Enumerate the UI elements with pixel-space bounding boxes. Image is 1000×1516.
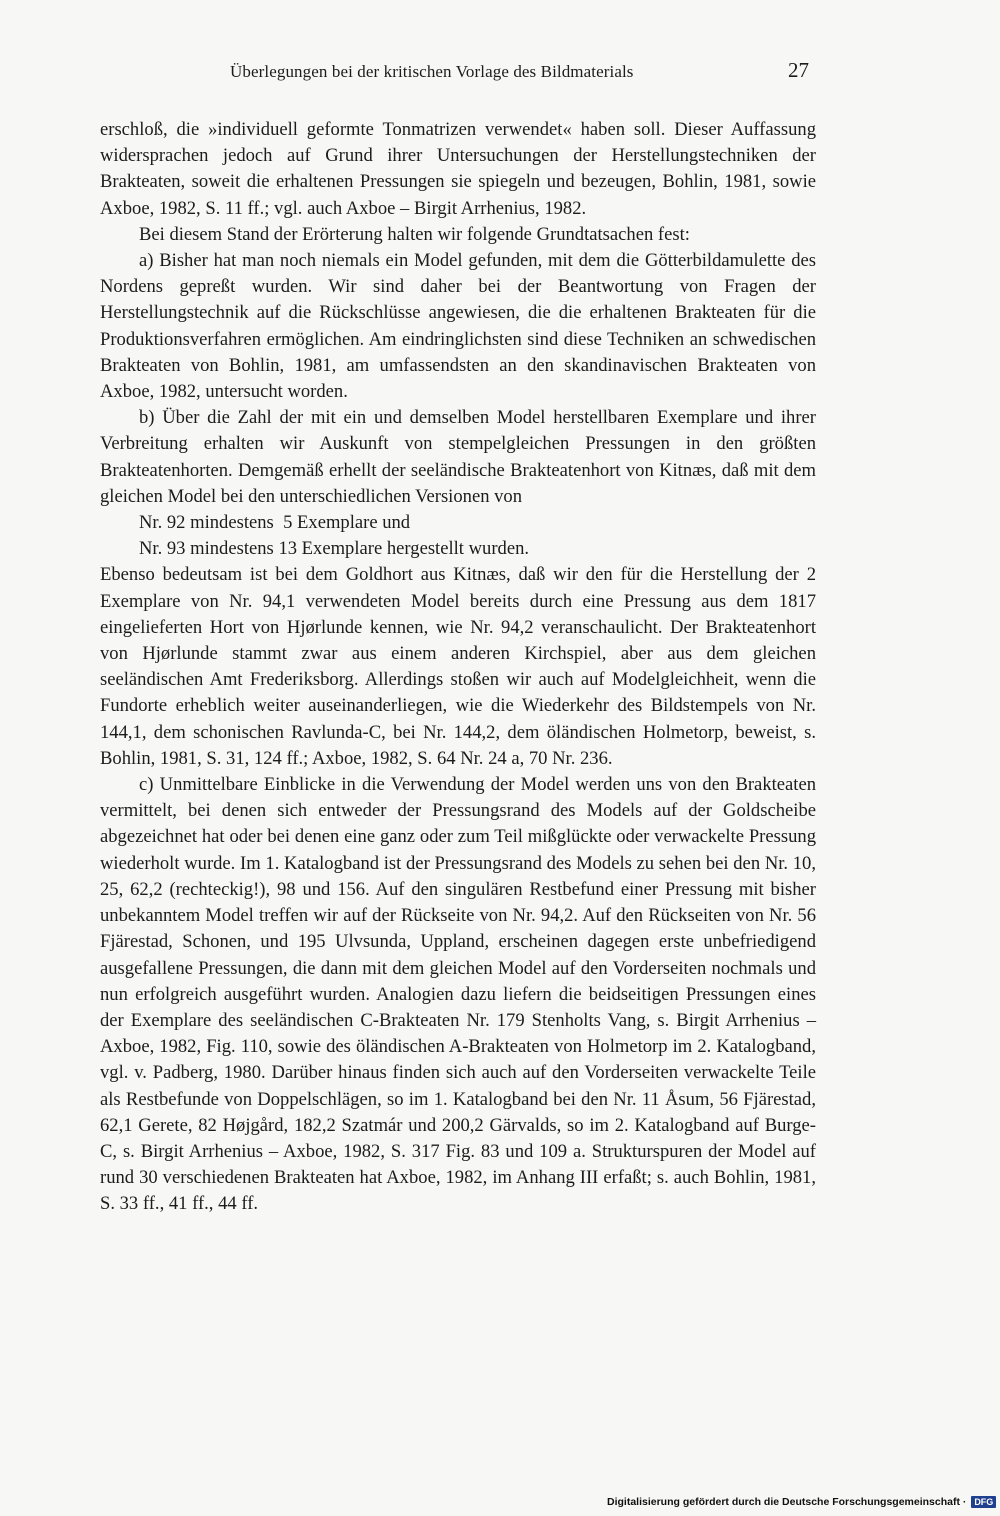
paragraph-b: b) Über die Zahl der mit ein und demselben Model herstellbaren Exemplare und ihrer Verbreitung erhalten wir Auskunft von stempelgleichen Pressungen in den größten Brakteatenhorten. Demgemäß erhellt der seeländische Brakteatenhort von Kitnæs, daß mit dem gleichen Model bei den unterschiedlichen Versionen von (100, 407, 816, 507)
paragraph-c: c) Unmittelbare Einblicke in die Verwendung der Model werden uns von den Brakteaten vermittelt, bei denen sich entweder der Pressungsrand des Models auf der Goldscheibe abgezeichnet hat oder bei denen eine ganz oder zum Teil mißglückte oder verwackelte Pressung wiederholt wurde. Im 1. Katalogband ist der Pressungsrand des Models zu sehen bei den Nr. 10, 25, 62,2 (rechteckig!), 98 und 156. Auf den singulären Restbefund einer Pressung mit bisher unbekanntem Model treffen wir auf der Rückseite von Nr. 94,2. Auf den Rückseiten von Nr. 56 Fjärestad, Schonen, und 195 Ulvsunda, Uppland, erscheinen dagegen erste unbefriedigend ausgefallene Pressungen, die dann mit dem gleichen Model auf den Vorderseiten nochmals und nun erfolgreich ausgeführt wurden. Analogien dazu liefern die beidseitigen Pressungen eines der Exemplare des seeländischen C-Brakteaten Nr. 179 Stenholts Vang, s. Birgit Arrhenius – Axboe, 1982, Fig. 110, sowie des öländischen A-Brakteaten von Holmetorp im 2. Katalogband, vgl. v. Padberg, 1980. Darüber hinaus finden sich auch auf den Vorderseiten verwackelte Teile als Restbefunde von Doppelschlägen, so im 1. Katalogband bei den Nr. 11 Åsum, 56 Fjärestad, 62,1 Gerete, 82 Højgård, 182,2 Szatmár und 200,2 Gärvalds, so im 2. Katalogband auf Burge-C, s. Birgit Arrhenius – Axboe, 1982, S. 317 Fig. 83 und 109 a. Strukturspuren der Model auf rund 30 verschiedenen Brakteaten hat Axboe, 1982, im Anhang III erfaßt; s. auch Bohlin, 1981, S. 33 ff., 41 ff., 44 ff. (100, 774, 816, 1215)
paragraph-a: a) Bisher hat man noch niemals ein Model gefunden, mit dem die Götterbildamulette des Nordens gepreßt wurden. Wir sind daher bei der Beantwortung von Fragen der Herstellungstechnik auf die Rückschlüsse angewiesen, die die erhaltenen Brakteaten für die Produktionsverfahren ermöglichen. Am eindringlichsten sind diese Techniken an schwedischen Brakteaten von Bohlin, 1981, am umfassendsten an den skandinavischen Brakteaten von Axboe, 1982, untersucht worden. (100, 250, 816, 403)
digitization-note: Digitalisierung gefördert durch die Deutsche Forschungsgemeinschaft · (607, 1496, 967, 1508)
paragraph-ebenso: Ebenso bedeutsam ist bei dem Goldhort aus Kitnæs, daß wir den für die Herstellung der 2 Exemplare von Nr. 94,1 verwendeten Model bereits durch eine Pressung aus dem 1817 eingelieferten Hort von Hjørlunde kennen, wie Nr. 94,2 veranschaulicht. Der Brakteatenhort von Hjørlunde stammt zwar aus einem anderen Kirchspiel, aber aus dem gleichen seeländischen Amt Frederiksborg. Allerdings stoßen wir auch auf Modelgleichheit, wenn die Fundorte erheblich weiter auseinanderliegen, wie die Wiederkehr des Bildstempels von Nr. 144,1, dem schonischen Ravlunda-C, bei Nr. 144,2, dem öländischen Holmetorp, beweist, s. Bohlin, 1981, S. 31, 124 ff.; Axboe, 1982, S. 64 Nr. 24 a, 70 Nr. 236. (100, 564, 816, 769)
list-item-nr-92: Nr. 92 mindestens 5 Exemplare und (139, 512, 411, 534)
digitization-footer (607, 1496, 996, 1508)
running-head: Überlegungen bei der kritischen Vorlage des Bildmaterials (230, 62, 634, 81)
paragraph-intro: Bei diesem Stand der Erörterung halten wir folgende Grundtatsachen fest: (139, 223, 690, 245)
dfg-logo-icon: DFG (971, 1496, 996, 1508)
list-item-nr-93: Nr. 93 mindestens 13 Exemplare hergestellt wurden. (139, 538, 530, 560)
page-number: 27 (788, 58, 809, 82)
paragraph-continuation: erschloß, die »individuell geformte Tonmatrizen verwendet« haben soll. Dieser Auffassung widersprachen jedoch auf Grund ihrer Untersuchungen der Herstellungstechniken der Brakteaten, soweit die erhaltenen Pressungen sie spiegeln und bezeugen, Bohlin, 1981, sowie Axboe, 1982, S. 11 ff.; vgl. auch Axboe – Birgit Arrhenius, 1982. (100, 119, 816, 219)
body-text (100, 117, 816, 1218)
